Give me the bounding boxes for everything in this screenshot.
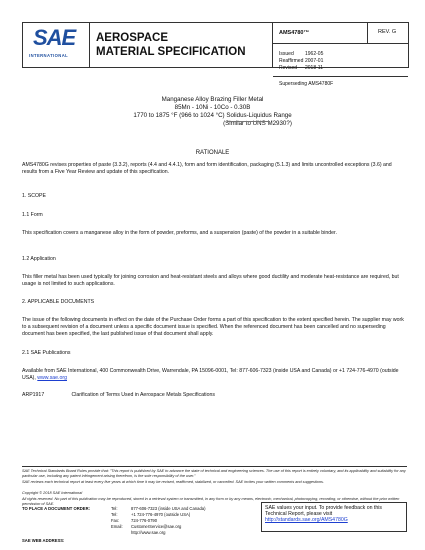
divider bbox=[273, 76, 408, 77]
feedback-link[interactable]: http://standards.sae.org/AMS4780G bbox=[265, 517, 348, 523]
contact-row: Email: CustomerService@sae.org bbox=[111, 524, 182, 529]
feedback-text: Technical Report, please visit bbox=[265, 511, 333, 517]
header-box bbox=[22, 22, 409, 87]
rationale-text: AMS4780G revises properties of paste (3.3.2), reports (4.4 and 4.4.1), form and form identification, packaging (5.1.3) and limits uncontrolled exceptions (3.6) and results from a Five Year Review and update of this specification. bbox=[22, 162, 392, 175]
rationale-heading: RATIONALE bbox=[195, 150, 230, 156]
spec-number: AMS4780™ bbox=[279, 30, 309, 36]
contact-row: Tel: 877-606-7323 (inside USA and Canada) bbox=[111, 506, 206, 511]
logo-subtext: INTERNATIONAL bbox=[29, 53, 69, 58]
reference-id: ARP1917 bbox=[22, 392, 45, 398]
revision: REV. G bbox=[378, 29, 397, 35]
title-line-2: MATERIAL SPECIFICATION bbox=[96, 46, 246, 58]
title-line-1: AEROSPACE bbox=[96, 32, 168, 44]
paragraph: This specification covers a manganese alloy in the form of powder, preforms, and a suspension (paste) of the powder in a suitable binder. bbox=[22, 230, 337, 236]
logo-text: SAE bbox=[33, 25, 76, 50]
paragraph bbox=[22, 368, 407, 382]
date-row: Reaffirmed 2007-01 bbox=[279, 58, 324, 64]
section-heading: 1. SCOPE bbox=[22, 193, 46, 199]
contact-row: Fax: 724-776-0790 bbox=[111, 518, 158, 523]
date-row: Revised 2018-11 bbox=[279, 65, 323, 71]
contact-row: http://www.sae.org bbox=[131, 530, 166, 535]
contacts-list bbox=[111, 506, 206, 536]
material-title-line: (Similar to UNS M2930?) bbox=[223, 120, 292, 127]
superseding: Superseding AMS4780F bbox=[279, 81, 334, 87]
publisher-info: Available from SAE International, 400 Commonwealth Drive, Warrendale, PA 15096-0001, Tel: 877-606-7323 (inside USA and Canada) or +1 724-776-4970 (outside USA), bbox=[22, 368, 399, 381]
footer-note: SAE Technical Standards Board Rules provide that: "This report is published by SAE to advance the state of technical and engineering sciences. The use of this report is entirely voluntary, and its applicability and suitability for any particular use, including any patent infringement arising therefrom, is the sole responsibility of the user." bbox=[22, 469, 406, 478]
section-heading: 2. APPLICABLE DOCUMENTS bbox=[22, 299, 95, 305]
separator-line bbox=[227, 121, 270, 122]
dates-list bbox=[279, 51, 323, 72]
reference-title: Clarification of Terms Used in Aerospace Metals Specifications bbox=[71, 392, 215, 398]
revision-box bbox=[367, 23, 408, 44]
sae-logo bbox=[23, 23, 90, 67]
order-label: TO PLACE A DOCUMENT ORDER: bbox=[22, 506, 91, 511]
material-title bbox=[0, 96, 425, 128]
footer-note: SAE reviews each technical report at least every five years at which time it may be revised, reaffirmed, stabilized, or cancelled. SAE invites your written comments and suggestions. bbox=[22, 480, 324, 484]
contact-row: Tel: +1 724-776-4970 (outside USA) bbox=[111, 512, 191, 517]
copyright: Copyright © 2018 SAE International bbox=[22, 491, 83, 495]
divider bbox=[273, 43, 368, 44]
footer-divider bbox=[22, 466, 407, 467]
header-meta bbox=[273, 23, 408, 87]
web-label: SAE WEB ADDRESS: bbox=[22, 538, 65, 543]
reference-row bbox=[22, 392, 407, 399]
section-heading: 1.1 Form bbox=[22, 212, 43, 218]
material-title-line: Manganese Alloy Brazing Filler Metal bbox=[161, 96, 264, 103]
date-row: Issued 1962-05 bbox=[279, 51, 324, 57]
paragraph: The issue of the following documents in effect on the date of the Purchase Order forms a part of this specification to the extent specified herein. The supplier may work to a subsequent revision of a document unless a specific document issue is specified. When the referenced document has been cancelled and no superseding document has been specified, the last published issue of that document shall apply. bbox=[22, 317, 404, 337]
document-type bbox=[90, 23, 273, 67]
feedback-box bbox=[261, 502, 407, 532]
sae-link[interactable]: www.sae.org bbox=[37, 375, 67, 381]
section-heading: 1.2 Application bbox=[22, 256, 56, 262]
section-heading: 2.1 SAE Publications bbox=[22, 350, 71, 356]
paragraph: This filler metal has been used typically for joining corrosion and heat-resistant steels and alloys where good ductility and moderate heat-resistance are required, but usage is not limited to such applications. bbox=[22, 274, 399, 287]
feedback-text: SAE values your input. To provide feedback on this bbox=[265, 505, 382, 511]
material-title-line: 1770 to 1875 °F (966 to 1024 °C) Solidus-Liquidus Range bbox=[133, 112, 292, 119]
material-title-line: 85Mn - 10Ni - 10Co - 0.30B bbox=[174, 104, 251, 111]
footer-note: All rights reserved. No part of this publication may be reproduced, stored in a retrieval system or transmitted, in any form or by any means, electronic, mechanical, photocopying, recording, or otherwise, without the prior written permission of SAE. bbox=[22, 497, 400, 506]
